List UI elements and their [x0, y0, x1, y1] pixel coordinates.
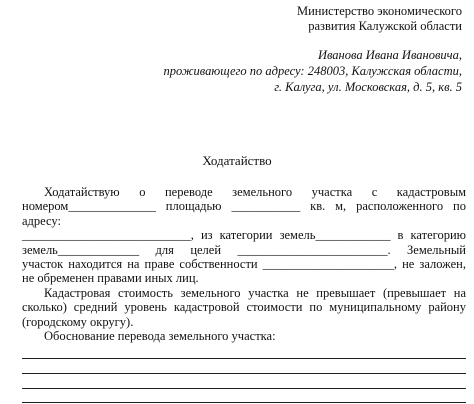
- text-line: номером______________ площадью ___________ кв. м, расположенного по адресу:: [22, 199, 466, 228]
- fill-in-line: [22, 388, 466, 389]
- applicant-address-line: г. Калуга, ул. Московская, д. 5, кв. 5: [274, 80, 462, 94]
- text-line: Ходатайствую о переводе земельного участка с кадастровым: [44, 185, 466, 199]
- text-line: (городскому округу).: [22, 314, 134, 329]
- addressee-block: [202, 4, 462, 34]
- document-body: [22, 185, 466, 343]
- text-line: Кадастровая стоимость земельного участка не превышает (превышает на: [44, 285, 466, 300]
- text-line: не обременен правами иных лиц.: [22, 271, 199, 286]
- paragraph-petition: [22, 185, 466, 286]
- fill-in-line: [22, 373, 466, 374]
- paragraph-justification: Обоснование перевода земельного участка:: [44, 329, 276, 344]
- text-line: ___________________________, из категории земель____________ в категорию: [22, 228, 466, 243]
- applicant-name: Иванова Ивана Ивановича,: [317, 48, 462, 62]
- document-title: Ходатайство: [202, 153, 272, 168]
- addressee-line: развития Калужской области: [308, 19, 462, 33]
- text-line: земель_____________ для целей ________________________. Земельный: [22, 242, 466, 257]
- addressee-line: Министерство экономического: [297, 4, 462, 18]
- text-line: сколько) средний уровень кадастровой стоимости по муниципальному району: [22, 300, 466, 315]
- applicant-block: [102, 47, 462, 95]
- fill-in-line: [22, 358, 466, 359]
- applicant-address-line: проживающего по адресу: 248003, Калужская области,: [163, 64, 462, 78]
- fill-in-line: [22, 402, 466, 403]
- text-line: участок находится на праве собственности _____________________, не заложен,: [22, 257, 466, 272]
- paragraph-cadastral-value: [22, 286, 466, 329]
